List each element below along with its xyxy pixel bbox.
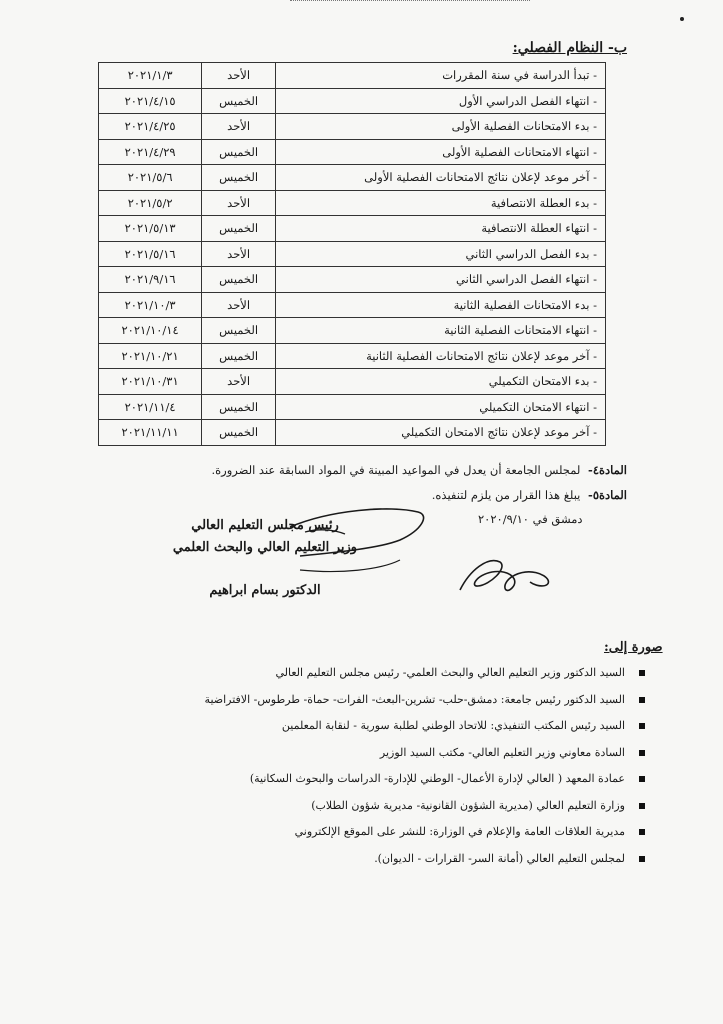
schedule-date: ٢٠٢١/١٠/٣١ bbox=[99, 369, 202, 395]
schedule-day: الخميس bbox=[202, 267, 276, 293]
schedule-day: الخميس bbox=[202, 343, 276, 369]
article-5-number: المادة٥- bbox=[588, 488, 627, 502]
square-bullet-icon bbox=[639, 670, 645, 676]
schedule-day: الأحد bbox=[202, 241, 276, 267]
article-5-text: يبلغ هذا القرار من يلزم لتنفيذه. bbox=[431, 488, 581, 502]
schedule-date: ٢٠٢١/٥/٢ bbox=[99, 190, 202, 216]
schedule-date: ٢٠٢١/١٠/١٤ bbox=[99, 318, 202, 344]
schedule-event: - انتهاء العطلة الانتصافية bbox=[276, 216, 606, 242]
schedule-date: ٢٠٢١/١٠/٣ bbox=[99, 292, 202, 318]
recipient-text: لمجلس التعليم العالي (أمانة السر- القرارات - الديوان). bbox=[374, 851, 625, 865]
recipient-item bbox=[85, 740, 645, 767]
schedule-event: - انتهاء الامتحانات الفصلية الأولى bbox=[276, 139, 606, 165]
schedule-event: - انتهاء الامتحان التكميلي bbox=[276, 394, 606, 420]
recipient-item bbox=[85, 660, 645, 687]
square-bullet-icon bbox=[639, 803, 645, 809]
schedule-event: - آخر موعد لإعلان نتائج الامتحان التكميلي bbox=[276, 420, 606, 446]
schedule-day: الخميس bbox=[202, 139, 276, 165]
schedule-event: - آخر موعد لإعلان نتائج الامتحانات الفصلية الثانية bbox=[276, 343, 606, 369]
recipient-text: وزارة التعليم العالي (مديرية الشؤون القانونية- مديرية شؤون الطلاب) bbox=[311, 798, 625, 812]
schedule-day: الخميس bbox=[202, 88, 276, 114]
signatory-name: الدكتور بسام ابراهيم bbox=[209, 583, 321, 598]
copy-to-title: صورة إلى: bbox=[604, 640, 663, 655]
schedule-date: ٢٠٢١/١١/٤ bbox=[99, 394, 202, 420]
schedule-date: ٢٠٢١/٥/١٣ bbox=[99, 216, 202, 242]
schedule-date: ٢٠٢١/٤/٢٥ bbox=[99, 114, 202, 140]
square-bullet-icon bbox=[639, 776, 645, 782]
recipient-text: السادة معاوني وزير التعليم العالي- مكتب السيد الوزير bbox=[379, 745, 625, 759]
square-bullet-icon bbox=[639, 697, 645, 703]
square-bullet-icon bbox=[639, 829, 645, 835]
schedule-date: ٢٠٢١/٤/١٥ bbox=[99, 88, 202, 114]
schedule-event: - بدء الفصل الدراسي الثاني bbox=[276, 241, 606, 267]
square-bullet-icon bbox=[639, 723, 645, 729]
schedule-event: - بدء العطلة الانتصافية bbox=[276, 190, 606, 216]
recipient-item bbox=[85, 819, 645, 846]
recipients-list bbox=[85, 660, 645, 872]
schedule-day: الأحد bbox=[202, 190, 276, 216]
signatory-position: وزير التعليم العالي والبحث العلمي bbox=[172, 540, 358, 555]
recipient-item bbox=[85, 687, 645, 714]
schedule-date: ٢٠٢١/١١/١١ bbox=[99, 420, 202, 446]
article-4-text: لمجلس الجامعة أن يعدل في المواعيد المبينة في المواد السابقة عند الضرورة. bbox=[211, 463, 581, 477]
recipient-item bbox=[85, 766, 645, 793]
section-title: ب- النظام الفصلي: bbox=[512, 40, 627, 56]
recipient-text: السيد الدكتور وزير التعليم العالي والبحث العلمي- رئيس مجلس التعليم العالي bbox=[275, 666, 625, 679]
schedule-day: الأحد bbox=[202, 369, 276, 395]
schedule-event: - آخر موعد لإعلان نتائج الامتحانات الفصلية الأولى bbox=[276, 165, 606, 191]
recipient-text: عمادة المعهد ( العالي لإدارة الأعمال- الوطني للإدارة- الدراسات والبحوث السكانية) bbox=[249, 772, 625, 785]
schedule-day: الأحد bbox=[202, 114, 276, 140]
schedule-event: - بدء الامتحانات الفصلية الثانية bbox=[276, 292, 606, 318]
schedule-day: الأحد bbox=[202, 292, 276, 318]
schedule-event: - بدء الامتحان التكميلي bbox=[276, 369, 606, 395]
recipient-text: السيد الدكتور رئيس جامعة: دمشق-حلب- تشرين-البعث- الفرات- حماة- طرطوس- الافتراضية bbox=[204, 692, 625, 706]
recipient-item bbox=[85, 713, 645, 740]
square-bullet-icon bbox=[639, 856, 645, 862]
place-date: دمشق في ٢٠٢٠/٩/١٠ bbox=[478, 512, 583, 526]
schedule-event: - انتهاء الفصل الدراسي الأول bbox=[276, 88, 606, 114]
square-bullet-icon bbox=[639, 750, 645, 756]
schedule-event: - بدء الامتحانات الفصلية الأولى bbox=[276, 114, 606, 140]
schedule-day: الخميس bbox=[202, 318, 276, 344]
schedule-date: ٢٠٢١/٥/٦ bbox=[99, 165, 202, 191]
recipient-text: السيد رئيس المكتب التنفيذي: للاتحاد الوطني لطلبة سورية - لنقابة المعلمين bbox=[281, 719, 625, 732]
schedule-date: ٢٠٢١/١٠/٢١ bbox=[99, 343, 202, 369]
schedule-event: - تبدأ الدراسة في سنة المقررات bbox=[276, 63, 606, 89]
schedule-event: - انتهاء الامتحانات الفصلية الثانية bbox=[276, 318, 606, 344]
schedule-day: الخميس bbox=[202, 216, 276, 242]
recipient-item bbox=[85, 793, 645, 820]
schedule-date: ٢٠٢١/٤/٢٩ bbox=[99, 139, 202, 165]
schedule-day: الخميس bbox=[202, 420, 276, 446]
recipient-text: مديرية العلاقات العامة والإعلام في الوزارة: للنشر على الموقع الإلكتروني bbox=[294, 825, 625, 838]
schedule-day: الخميس bbox=[202, 394, 276, 420]
schedule-date: ٢٠٢١/٩/١٦ bbox=[99, 267, 202, 293]
article-4-number: المادة٤- bbox=[588, 463, 627, 477]
schedule-day: الخميس bbox=[202, 165, 276, 191]
schedule-day: الأحد bbox=[202, 63, 276, 89]
recipient-item bbox=[85, 846, 645, 873]
schedule-date: ٢٠٢١/٥/١٦ bbox=[99, 241, 202, 267]
schedule-event: - انتهاء الفصل الدراسي الثاني bbox=[276, 267, 606, 293]
schedule-date: ٢٠٢١/١/٣ bbox=[99, 63, 202, 89]
signatory-title: رئيس مجلس التعليم العالي bbox=[191, 518, 339, 533]
